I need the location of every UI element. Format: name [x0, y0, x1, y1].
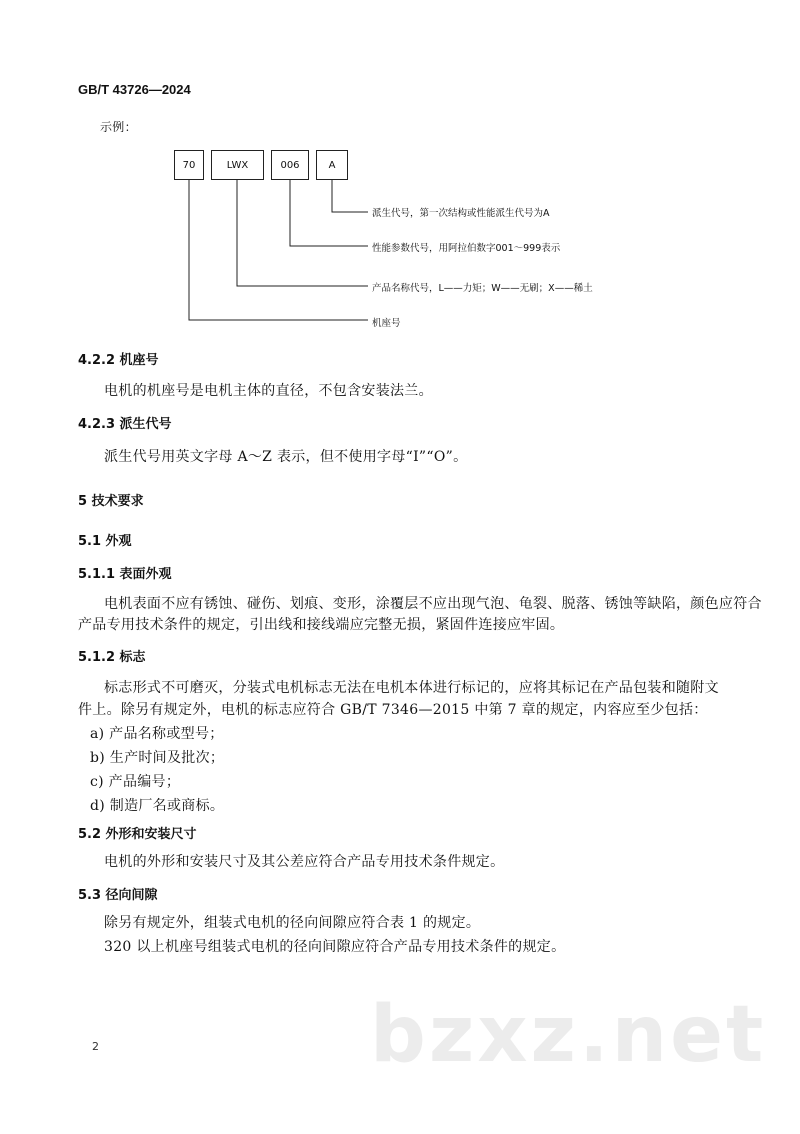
annotation-derivative: 派生代号，第一次结构或性能派生代号为A: [372, 208, 550, 219]
page-number: 2: [92, 1040, 99, 1053]
section-5-3-title: 5.3 径向间隙: [78, 888, 158, 903]
section-5-1-1-title: 5.1.1 表面外观: [78, 567, 172, 582]
annotation-product-name: 产品名称代号，L——力矩；W——无刷；X——稀土: [372, 283, 593, 294]
list-item: c) 产品编号；: [90, 774, 181, 790]
list-item: b) 生产时间及批次；: [90, 750, 225, 766]
standard-number: GB/T 43726—2024: [78, 82, 191, 97]
code-box-performance: 006: [271, 150, 309, 180]
example-leader-lines: [0, 0, 800, 360]
section-5-1-title: 5.1 外观: [78, 534, 132, 549]
section-5-3-line: 320 以上机座号组装式电机的径向间隙应符合产品专用技术条件的规定。: [104, 939, 566, 955]
section-5-2-title: 5.2 外形和安装尺寸: [78, 827, 197, 842]
code-box-frame: 70: [174, 150, 204, 180]
annotation-performance: 性能参数代号，用阿拉伯数字001～999表示: [372, 243, 561, 254]
list-item: d) 制造厂名或商标。: [90, 798, 225, 814]
section-5-1-2-title: 5.1.2 标志: [78, 650, 146, 665]
section-4-2-3-text: 派生代号用英文字母 A～Z 表示，但不使用字母“I”“O”。: [104, 449, 468, 465]
section-5-1-1-line: 产品专用技术条件的规定，引出线和接线端应完整无损，紧固件连接应牢固。: [78, 617, 565, 633]
code-box-name: LWX: [211, 150, 264, 180]
code-box-derivative: A: [316, 150, 348, 180]
watermark: bzxz.net: [370, 990, 767, 1080]
section-5-1-2-line: 标志形式不可磨灭，分装式电机标志无法在电机本体进行标记的，应将其标记在产品包装和随附文: [104, 680, 719, 696]
annotation-frame: 机座号: [372, 318, 401, 329]
section-4-2-2-title: 4.2.2 机座号: [78, 353, 159, 368]
section-5-1-1-line: 电机表面不应有锈蚀、碰伤、划痕、变形，涂覆层不应出现气泡、龟裂、脱落、锈蚀等缺陷，颜色应符合: [104, 596, 762, 612]
list-item: a) 产品名称或型号；: [90, 726, 224, 742]
section-4-2-3-title: 4.2.3 派生代号: [78, 417, 172, 432]
section-5-3-line: 除另有规定外，组装式电机的径向间隙应符合表 1 的规定。: [104, 915, 481, 931]
section-5-1-2-line: 件上。除另有规定外，电机的标志应符合 GB/T 7346—2015 中第 7 章的规定，内容应至少包括：: [78, 702, 708, 718]
section-4-2-2-text: 电机的机座号是电机主体的直径，不包含安装法兰。: [104, 383, 433, 399]
example-label: 示例：: [100, 120, 137, 134]
section-5-title: 5 技术要求: [78, 494, 144, 509]
section-5-2-text: 电机的外形和安装尺寸及其公差应符合产品专用技术条件规定。: [104, 854, 505, 870]
